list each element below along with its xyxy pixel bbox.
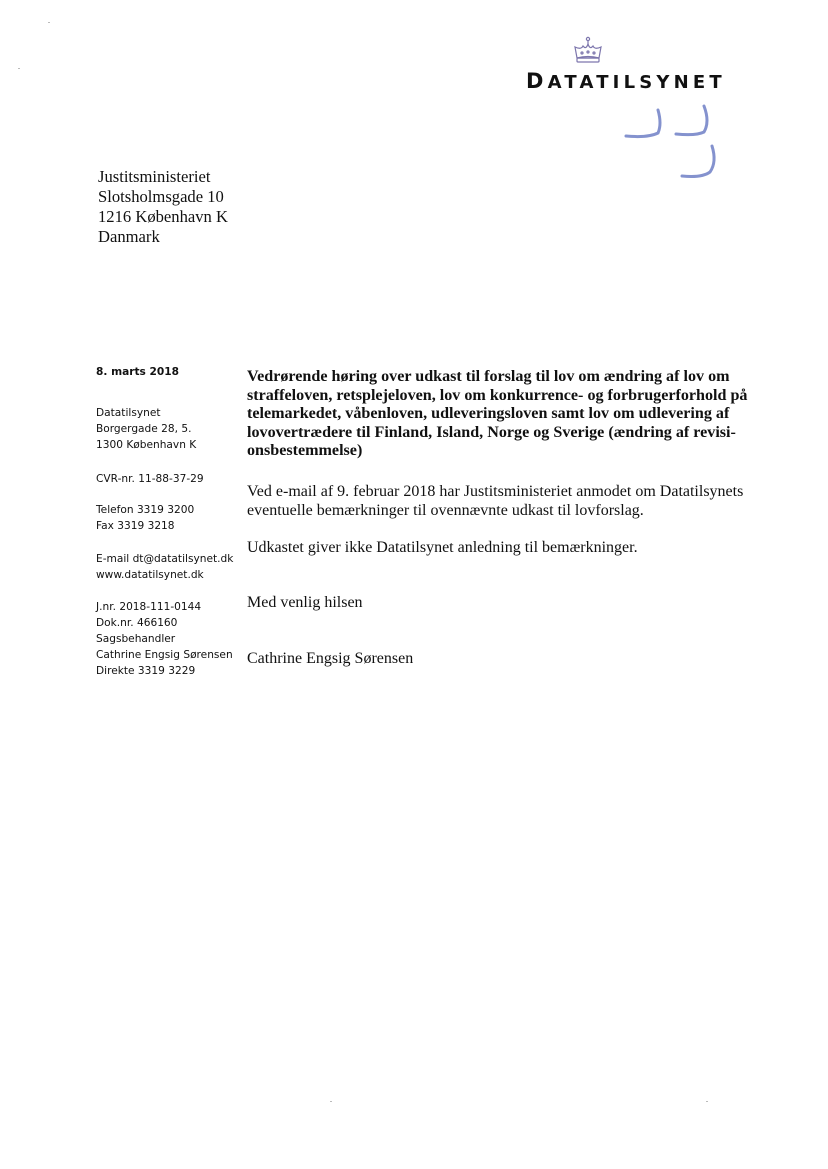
direct-phone: Direkte 3319 3229 bbox=[96, 665, 196, 677]
body-paragraph-2 bbox=[247, 539, 638, 558]
document-number: Dok.nr. 466160 bbox=[96, 617, 178, 629]
recipient-line: Slotsholmsgade 10 bbox=[98, 187, 224, 206]
subject-line: lovovertrædere til Finland, Island, Norge og Sverige (ændring af revisi- bbox=[247, 423, 736, 441]
subject-line: Vedrørende høring over udkast til forslag til lov om ændring af lov om bbox=[247, 368, 730, 385]
signature-name: Cathrine Engsig Sørensen bbox=[247, 650, 414, 667]
scan-speck bbox=[706, 1101, 708, 1102]
sender-address bbox=[96, 405, 196, 453]
phone-block bbox=[96, 502, 194, 534]
recipient-line: Justitsministeriet bbox=[98, 167, 211, 186]
case-handler-label: Sagsbehandler bbox=[96, 633, 176, 645]
body-paragraph-1 bbox=[247, 483, 743, 520]
handwritten-marks-icon bbox=[618, 100, 728, 182]
recipient-line: 1216 København K bbox=[98, 207, 228, 226]
scan-speck bbox=[48, 22, 50, 23]
cvr-number: CVR-nr. 11-88-37-29 bbox=[96, 473, 204, 485]
scan-speck bbox=[330, 1101, 332, 1102]
letter-subject bbox=[247, 368, 767, 461]
closing-greeting: Med venlig hilsen bbox=[247, 594, 363, 611]
datatilsynet-logo bbox=[520, 36, 750, 96]
contact-block bbox=[96, 551, 233, 583]
paragraph-line: Ved e-mail af 9. februar 2018 har Justitsministeriet anmodet om Datatilsynets bbox=[247, 483, 744, 500]
sender-line: Datatilsynet bbox=[96, 407, 161, 419]
scan-speck bbox=[18, 68, 20, 69]
paragraph-line: eventuelle bemærkninger til ovennævnte udkast til lovforslag. bbox=[247, 501, 644, 519]
sender-line: 1300 København K bbox=[96, 439, 197, 451]
paragraph-line: Udkastet giver ikke Datatilsynet anledning til bemærkninger. bbox=[247, 539, 638, 556]
logo-wordmark: DATATILSYNET bbox=[526, 69, 726, 93]
email-line: E-mail dt@datatilsynet.dk bbox=[96, 553, 234, 565]
letter-date: 8. marts 2018 bbox=[96, 366, 180, 378]
fax-line: Fax 3319 3218 bbox=[96, 520, 175, 532]
website-line: www.datatilsynet.dk bbox=[96, 569, 204, 581]
phone-line: Telefon 3319 3200 bbox=[96, 504, 195, 516]
subject-line: onsbestemmelse) bbox=[247, 442, 363, 460]
sender-line: Borgergade 28, 5. bbox=[96, 423, 192, 435]
recipient-line: Danmark bbox=[98, 227, 160, 246]
reference-block bbox=[96, 599, 233, 679]
royal-crown-icon bbox=[573, 36, 603, 64]
recipient-address bbox=[98, 167, 228, 247]
subject-line: straffeloven, retsplejeloven, lov om konkurrence- og forbrugerforhold på bbox=[247, 386, 748, 404]
journal-number: J.nr. 2018-111-0144 bbox=[96, 601, 202, 613]
subject-line: telemarkedet, våbenloven, udleveringsloven samt lov om udlevering af bbox=[247, 405, 730, 423]
case-handler-name: Cathrine Engsig Sørensen bbox=[96, 649, 233, 661]
